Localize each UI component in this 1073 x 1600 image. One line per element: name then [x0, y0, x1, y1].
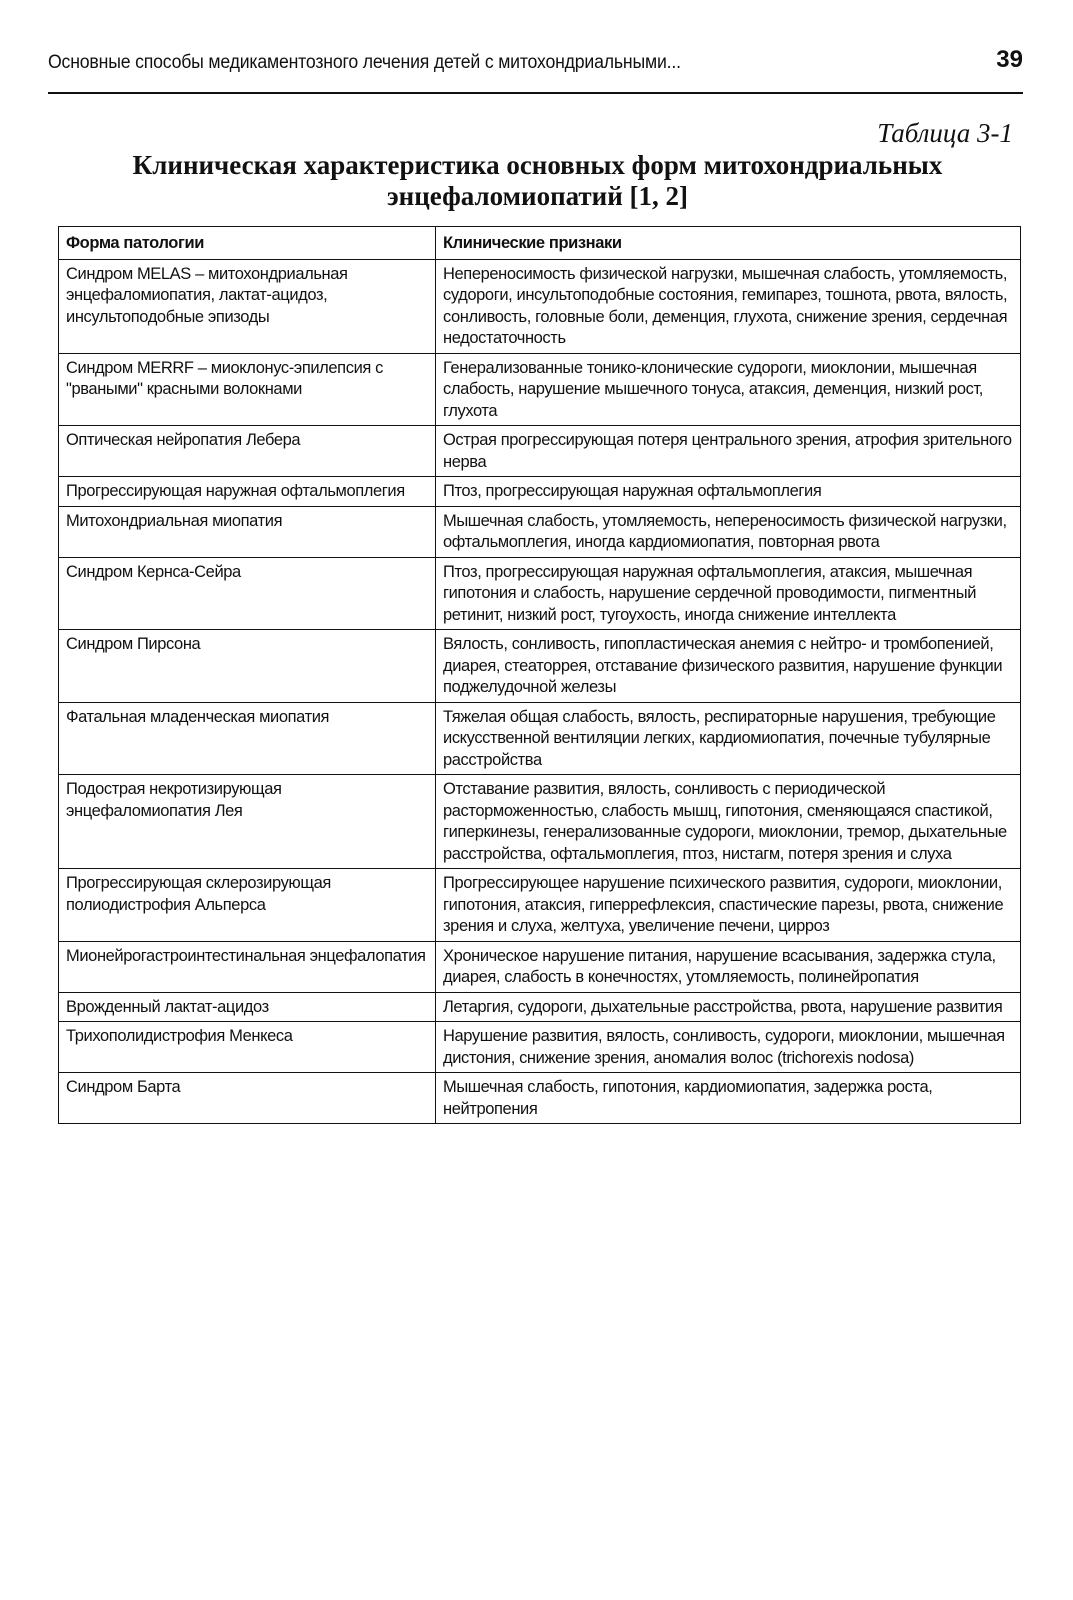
table-row [59, 1022, 1021, 1073]
table-row [59, 259, 1021, 353]
form-cell: Синдром Пирсона [59, 630, 436, 703]
table-row [59, 775, 1021, 869]
column-header-signs: Клинические признаки [436, 227, 1021, 260]
signs-cell: Летаргия, судороги, дыхательные расстройства, рвота, нарушение развития [436, 992, 1021, 1022]
signs-cell: Нарушение развития, вялость, сонливость, судороги, миоклонии, мышечная дистония, снижение зрения, аномалия волос (trichorexis nodosa) [436, 1022, 1021, 1073]
form-cell: Митохондриальная миопатия [59, 506, 436, 557]
table-row [59, 506, 1021, 557]
signs-cell: Прогрессирующее нарушение психического развития, судороги, миоклонии, гипотония, атаксия, гиперрефлексия, спастические парезы, рвота, снижение зрения и слуха, желтуха, увеличение печени, цирроз [436, 869, 1021, 942]
form-cell: Оптическая нейропатия Лебера [59, 426, 436, 477]
table-row [59, 1073, 1021, 1124]
signs-cell: Отставание развития, вялость, сонливость с периодической расторможенностью, слабость мышц, гипотония, сменяющаяся спастикой, гиперкинезы, генерализованные судороги, миоклонии, тремор, дыхательные расстройства, офтальмоплегия, птоз, нистагм, потеря зрения и слуха [436, 775, 1021, 869]
clinical-table [58, 226, 1021, 1124]
table-header-row [59, 227, 1021, 260]
signs-cell: Вялость, сонливость, гипопластическая анемия с нейтро- и тромбопенией, диарея, стеаторрея, отставание физического развития, нарушение функции поджелудочной железы [436, 630, 1021, 703]
table-row [59, 477, 1021, 507]
form-cell: Прогрессирующая склерозирующая полиодистрофия Альперса [59, 869, 436, 942]
form-cell: Трихополидистрофия Менкеса [59, 1022, 436, 1073]
table-row [59, 630, 1021, 703]
signs-cell: Тяжелая общая слабость, вялость, респираторные нарушения, требующие искусственной вентиляции легких, кардиомиопатия, почечные тубулярные расстройства [436, 702, 1021, 775]
form-cell: Врожденный лактат-ацидоз [59, 992, 436, 1022]
form-cell: Фатальная младенческая миопатия [59, 702, 436, 775]
table-caption: Клиническая характеристика основных форм митохондриальных энцефаломиопатий [1, 2] [132, 150, 943, 211]
form-cell: Синдром MERRF – миоклонус-эпилепсия с "рваными" красными волокнами [59, 353, 436, 426]
signs-cell: Непереносимость физической нагрузки, мышечная слабость, утомляемость, судороги, инсультоподобные состояния, гемипарез, тошнота, рвота, вялость, сонливость, головные боли, деменция, глухота, снижение зрения, сердечная недостаточность [436, 259, 1021, 353]
signs-cell: Мышечная слабость, гипотония, кардиомиопатия, задержка роста, нейтропения [436, 1073, 1021, 1124]
signs-cell: Птоз, прогрессирующая наружная офтальмоплегия [436, 477, 1021, 507]
table-row [59, 941, 1021, 992]
signs-cell: Острая прогрессирующая потеря центрального зрения, атрофия зрительного нерва [436, 426, 1021, 477]
table-row [59, 992, 1021, 1022]
table-row [59, 557, 1021, 630]
page-number: 39 [996, 46, 1023, 73]
form-cell: Синдром Кернса-Сейра [59, 557, 436, 630]
table-row [59, 353, 1021, 426]
signs-cell: Хроническое нарушение питания, нарушение всасывания, задержка стула, диарея, слабость в конечностях, утомляемость, полинейропатия [436, 941, 1021, 992]
table-row [59, 426, 1021, 477]
running-header [48, 46, 1023, 94]
signs-cell: Генерализованные тонико-клонические судороги, миоклонии, мышечная слабость, нарушение мышечного тонуса, атаксия, деменция, низкий рост, глухота [436, 353, 1021, 426]
form-cell: Подострая некротизирующая энцефаломиопатия Лея [59, 775, 436, 869]
form-cell: Мионейрогастроинтестинальная энцефалопатия [59, 941, 436, 992]
column-header-form: Форма патологии [59, 227, 436, 260]
signs-cell: Мышечная слабость, утомляемость, непереносимость физической нагрузки, офтальмоплегия, иногда кардиомиопатия, повторная рвота [436, 506, 1021, 557]
form-cell: Синдром MELAS – митохондриальная энцефаломиопатия, лактат-ацидоз, инсультоподобные эпизоды [59, 259, 436, 353]
table-row [59, 869, 1021, 942]
table-row [59, 702, 1021, 775]
form-cell: Синдром Барта [59, 1073, 436, 1124]
running-title: Основные способы медикаментозного лечения детей с митохондриальными... [48, 52, 681, 73]
form-cell: Прогрессирующая наружная офтальмоплегия [59, 477, 436, 507]
table-label: Таблица 3-1 [877, 118, 1013, 148]
signs-cell: Птоз, прогрессирующая наружная офтальмоплегия, атаксия, мышечная гипотония и слабость, нарушение сердечной проводимости, пигментный ретинит, низкий рост, тугоухость, иногда снижение интеллекта [436, 557, 1021, 630]
